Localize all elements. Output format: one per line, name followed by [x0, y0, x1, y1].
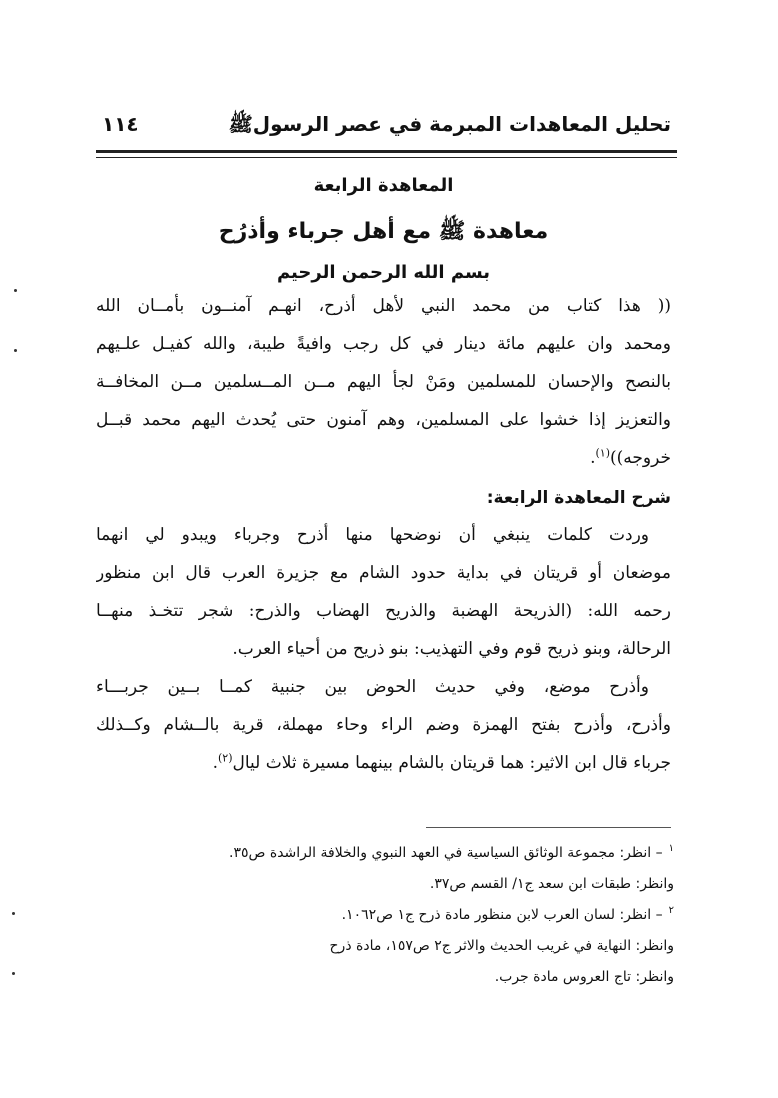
footnote-marker: ١	[668, 843, 674, 855]
scan-speck	[14, 349, 17, 352]
quote-line: (( هذا كتاب من محمد النبي لأهل أذرح، انهـم آمنــون بأمــان الله	[96, 296, 671, 316]
paragraph-line-text: جرباء قال ابن الاثير: هما قريتان بالشام بينهما مسيرة ثلاث ليال	[232, 753, 671, 773]
footnote-text: – انظر: مجموعة الوثائق السياسية في العهد النبوي والخلافة الراشدة ص٣٥.	[228, 845, 663, 861]
page-number: ١١٤	[102, 112, 139, 136]
footnote-text: – انظر: لسان العرب لابن منظور مادة ذرح ج١ ص١٠٦٢.	[341, 907, 663, 923]
treaty-quote	[96, 287, 671, 477]
footnote-separator	[426, 827, 671, 828]
footnote-item	[96, 931, 674, 962]
commentary-paragraph	[96, 516, 671, 782]
paragraph-line: الرحالة، وبنو ذريح قوم وفي التهذيب: بنو ذريح من أحياء العرب.	[232, 639, 671, 659]
footnote-ref-1[interactable]: (١)	[595, 446, 610, 460]
scan-speck	[12, 912, 15, 915]
paragraph-line: وردت كلمات ينبغي أن نوضحها منها أذرح وجرباء ويبدو لي انهما	[96, 525, 649, 545]
quote-end-punctuation: .	[590, 448, 596, 468]
footnote-text: وانظر: تاج العروس مادة جرب.	[494, 969, 674, 985]
basmala: بسم الله الرحمن الرحيم	[276, 262, 491, 283]
paragraph-line: وأذرح موضع، وفي حديث الحوض بين جنبية كمــا بــين جربـــاء	[96, 677, 649, 697]
footnote-item	[96, 962, 674, 993]
treaty-title: معاهدة ﷺ مع أهل جرباء وأذرُح	[218, 219, 549, 244]
section-heading: المعاهدة الرابعة	[313, 175, 454, 196]
header-rule-thin	[96, 157, 677, 158]
footnote-ref-2[interactable]: (٢)	[218, 751, 233, 765]
quote-line	[96, 439, 671, 477]
footnote-item	[96, 869, 674, 900]
quote-line: والتعزيز إذا خشوا على المسلمين، وهم آمنون حتى يُحدث اليهم محمد قبــل	[96, 410, 671, 430]
paragraph-line	[96, 744, 671, 782]
quote-line: ومحمد وان عليهم مائة دينار في كل رجب وافيةً طيبة، والله كفيـل علـيهم	[96, 334, 671, 354]
paragraph-line: وأذرح، وأذرح بفتح الهمزة وضم الراء وحاء مهملة، قرية بالــشام وكــذلك	[96, 715, 671, 735]
scan-speck	[14, 289, 17, 292]
footnote-item	[96, 838, 674, 869]
footnote-item	[96, 900, 674, 931]
scan-speck	[12, 972, 15, 975]
paragraph-line: رحمه الله: (الذريحة الهضبة والذريح الهضاب والذرح: شجر تتخـذ منهــا	[96, 601, 671, 621]
footnote-text: وانظر: طبقات ابن سعد ج١/ القسم ص٣٧.	[429, 876, 674, 892]
commentary-heading: شرح المعاهدة الرابعة:	[486, 488, 671, 508]
footnote-text: وانظر: النهاية في غريب الحديث والاثر ج٢ ص١٥٧، مادة ذرح	[329, 938, 674, 954]
footnote-marker: ٢	[668, 905, 674, 917]
header-rule-thick	[96, 150, 677, 153]
quote-line-text: خروجه))	[610, 448, 671, 468]
paragraph-end-punctuation: .	[212, 753, 218, 773]
header-title: تحليل المعاهدات المبرمة في عصر الرسولﷺ	[228, 112, 671, 136]
paragraph-line: موضعان أو قريتان في بداية حدود الشام مع جزيرة العرب قال ابن منظور	[96, 563, 671, 583]
quote-line: بالنصح والإحسان للمسلمين ومَنْ لجأ اليهم مــن المــسلمين مــن المخافــة	[96, 372, 671, 392]
commentary-heading-block	[96, 479, 671, 517]
footnotes	[96, 838, 674, 993]
running-header	[96, 108, 671, 144]
